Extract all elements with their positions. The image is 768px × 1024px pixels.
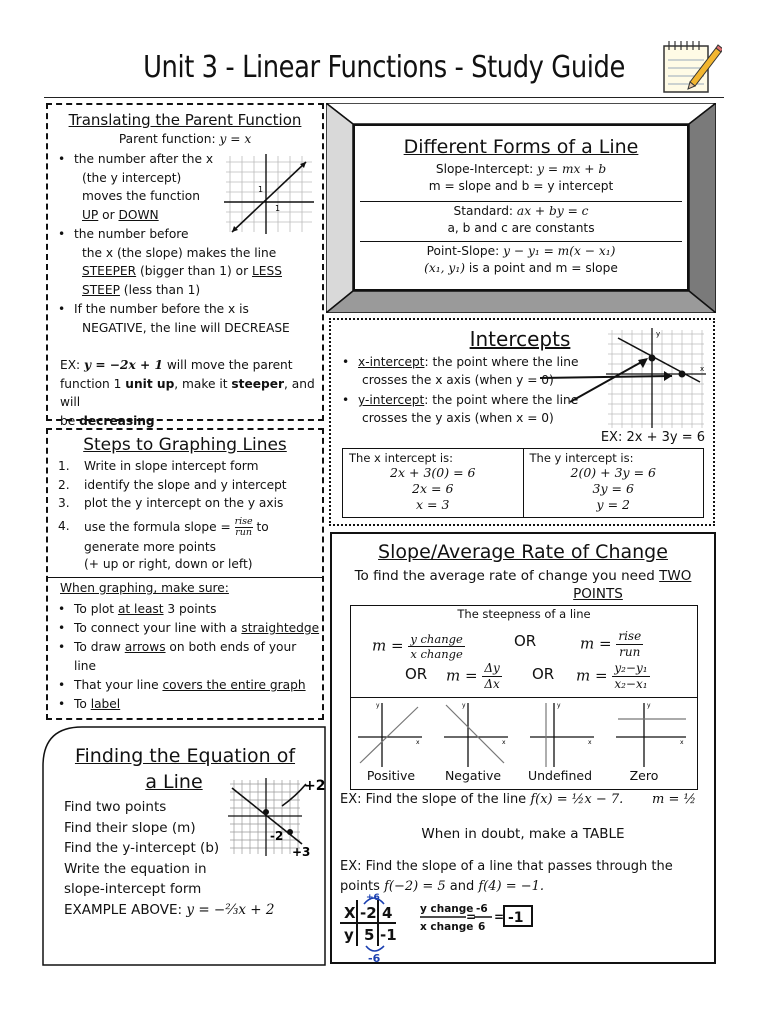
step-1: 1. Write in slope intercept form (58, 459, 259, 473)
equation-example: EXAMPLE ABOVE: y = −⅔x + 2 (64, 902, 275, 918)
equation-example-graph (226, 776, 326, 860)
page-title: Unit 3 - Linear Functions - Study Guide (143, 50, 625, 85)
undefined-slope-graph (530, 702, 594, 767)
notepad-pencil-icon (660, 38, 722, 96)
or-label-3: OR (532, 665, 555, 683)
y-intercept-work: The y intercept is: 2(0) + 3y = 6 3y = 6 y = 2 (523, 449, 704, 518)
positive-slope-graph (358, 702, 422, 767)
svg-text:x: x (502, 739, 506, 746)
when-graphing-list: • To plot at least 3 points • To connect your line with a straightedge • To draw arrows on both ends of your line • That your line covers the entire graph • To label (52, 600, 322, 714)
negative-label: Negative (444, 768, 502, 783)
svg-text:=: = (466, 910, 477, 924)
positive-label: Positive (366, 768, 416, 783)
svg-text:-1: -1 (508, 910, 524, 926)
slope-formula-delta: m = $\frac{\Delta y}{\Delta x}$ (446, 661, 500, 691)
svg-text:1: 1 (275, 204, 281, 213)
svg-text:y change: y change (420, 903, 474, 915)
handwritten-table-work (338, 892, 538, 964)
step-4: 4. use the formula slope = rise run to (58, 515, 269, 538)
step-3: 3. plot the y intercept on the y axis (58, 496, 284, 510)
up-text: UP (82, 207, 99, 222)
svg-text:-6: -6 (368, 952, 381, 964)
slope-formula-rise-run: m = rise run (580, 629, 642, 659)
svg-text:+2: +2 (304, 778, 326, 794)
svg-text:y: y (656, 330, 661, 338)
forms-title: Different Forms of a Line (403, 136, 639, 158)
parent-bullet-2: • the number before the x (the slope) makes the line STEEPER (bigger than 1) or LESS STEEP (less than 1) (52, 225, 322, 299)
slope-intercept-form: Slope-Intercept: y = mx + b m = slope and b = y intercept (428, 162, 614, 193)
svg-text:5: 5 (364, 926, 375, 944)
svg-text:x: x (588, 739, 592, 746)
parent-function-line: Parent function: y = x (118, 132, 252, 146)
forms-divider-2 (360, 241, 682, 242)
intercepts-example: EX: 2x + 3y = 6 (600, 430, 705, 445)
svg-text:y: y (557, 702, 561, 709)
slope-intro: To find the average rate of change you need TWO POINTS (354, 568, 692, 602)
svg-text:1: 1 (258, 185, 264, 194)
step-2: 2. identify the slope and y intercept (58, 477, 287, 492)
x-intercept-work: The x intercept is: 2x + 3(0) = 6 2x = 6 x = 3 (343, 449, 524, 518)
svg-text:=: = (494, 910, 505, 924)
svg-text:X: X (344, 904, 356, 922)
svg-text:+6: +6 (366, 893, 380, 903)
parent-example: EX: y = −2x + 1 will move the parent function 1 unit up, make it steeper, and will be decreasing (60, 358, 315, 428)
graphing-steps-list: 1. Write in slope intercept form 2. identify the slope and y intercept 3. plot the y intercept on the y axis 4. use the formula slope = rise run to generate more points (+ up or right, down or left) (52, 457, 322, 572)
point-slope-form: Point-Slope: y − y₁ = m(x − x₁) (x₁, y₁) is a point and m = slope (424, 244, 618, 275)
svg-text:y: y (376, 702, 380, 709)
slope-title: Slope/Average Rate of Change (378, 541, 668, 563)
zero-slope-graph (616, 702, 686, 767)
or-label-2: OR (405, 665, 428, 683)
parent-bullet-1: • the number after the x (the y intercept) moves the function UP or DOWN (52, 150, 222, 224)
svg-text:4: 4 (382, 904, 393, 922)
forms-divider-1 (360, 201, 682, 202)
slope-type-graphs (352, 699, 696, 769)
slope-example-1: EX: Find the slope of the line f(x) = ½x − 7. m = ½ (340, 792, 697, 807)
undefined-label: Undefined (527, 768, 593, 783)
intercepts-title: Intercepts (469, 327, 571, 351)
slope-example-2: EX: Find the slope of a line that passes through the points f(−2) = 5 and f(4) = −1. (340, 859, 673, 894)
svg-text:-2: -2 (270, 829, 284, 843)
slope-formula-points: m = $\frac{\text{y₂−y₁}}{\text{x₂−x₁}}$ (576, 661, 648, 691)
svg-text:+3: +3 (292, 845, 311, 859)
intercepts-table (342, 448, 704, 518)
table-tip: When in doubt, make a TABLE (421, 826, 625, 842)
svg-text:-6: -6 (476, 903, 488, 915)
standard-form: Standard: ax + by = c a, b and c are constants (447, 204, 595, 235)
when-graphing-title: When graphing, make sure: (60, 581, 229, 595)
svg-text:y: y (462, 702, 466, 709)
graphing-steps-title: Steps to Graphing Lines (83, 435, 287, 455)
slope-panel-divider (350, 697, 698, 698)
negative-slope-graph (444, 702, 508, 767)
parent-equation: y = x (219, 132, 252, 146)
or-label-1: OR (514, 632, 537, 650)
svg-text:x: x (700, 365, 705, 373)
svg-text:x change: x change (420, 921, 474, 933)
steps-divider (48, 577, 322, 578)
equation-steps: Find two points Find their slope (m) Find the y-intercept (b) Write the equation in slope-intercept form (64, 799, 220, 897)
svg-text:y: y (647, 702, 651, 709)
svg-text:-2: -2 (360, 904, 377, 922)
parent-function-title: Translating the Parent Function (68, 111, 302, 129)
y-intercept-def: • y-intercept: the point where the line crosses the y axis (when x = 0) (336, 392, 586, 427)
slope-formula-change: m = y change x change (372, 632, 463, 661)
svg-text:x: x (416, 739, 420, 746)
svg-text:x: x (680, 739, 684, 746)
equation-title: Finding the Equation of a Line (74, 745, 296, 793)
steepness-label: The steepness of a line (457, 607, 591, 621)
zero-label: Zero (629, 768, 659, 783)
parent-function-graph (220, 152, 318, 236)
x-intercept-def: • x-intercept: the point where the line crosses the x axis (when y = 0) (336, 354, 586, 389)
parent-bullet-3: • If the number before the x is NEGATIVE, the line will DECREASE (52, 300, 322, 337)
down-text: DOWN (118, 207, 159, 222)
svg-text:6: 6 (478, 921, 486, 933)
svg-text:-1: -1 (380, 926, 397, 944)
svg-text:y: y (344, 926, 354, 944)
title-divider (44, 97, 724, 98)
